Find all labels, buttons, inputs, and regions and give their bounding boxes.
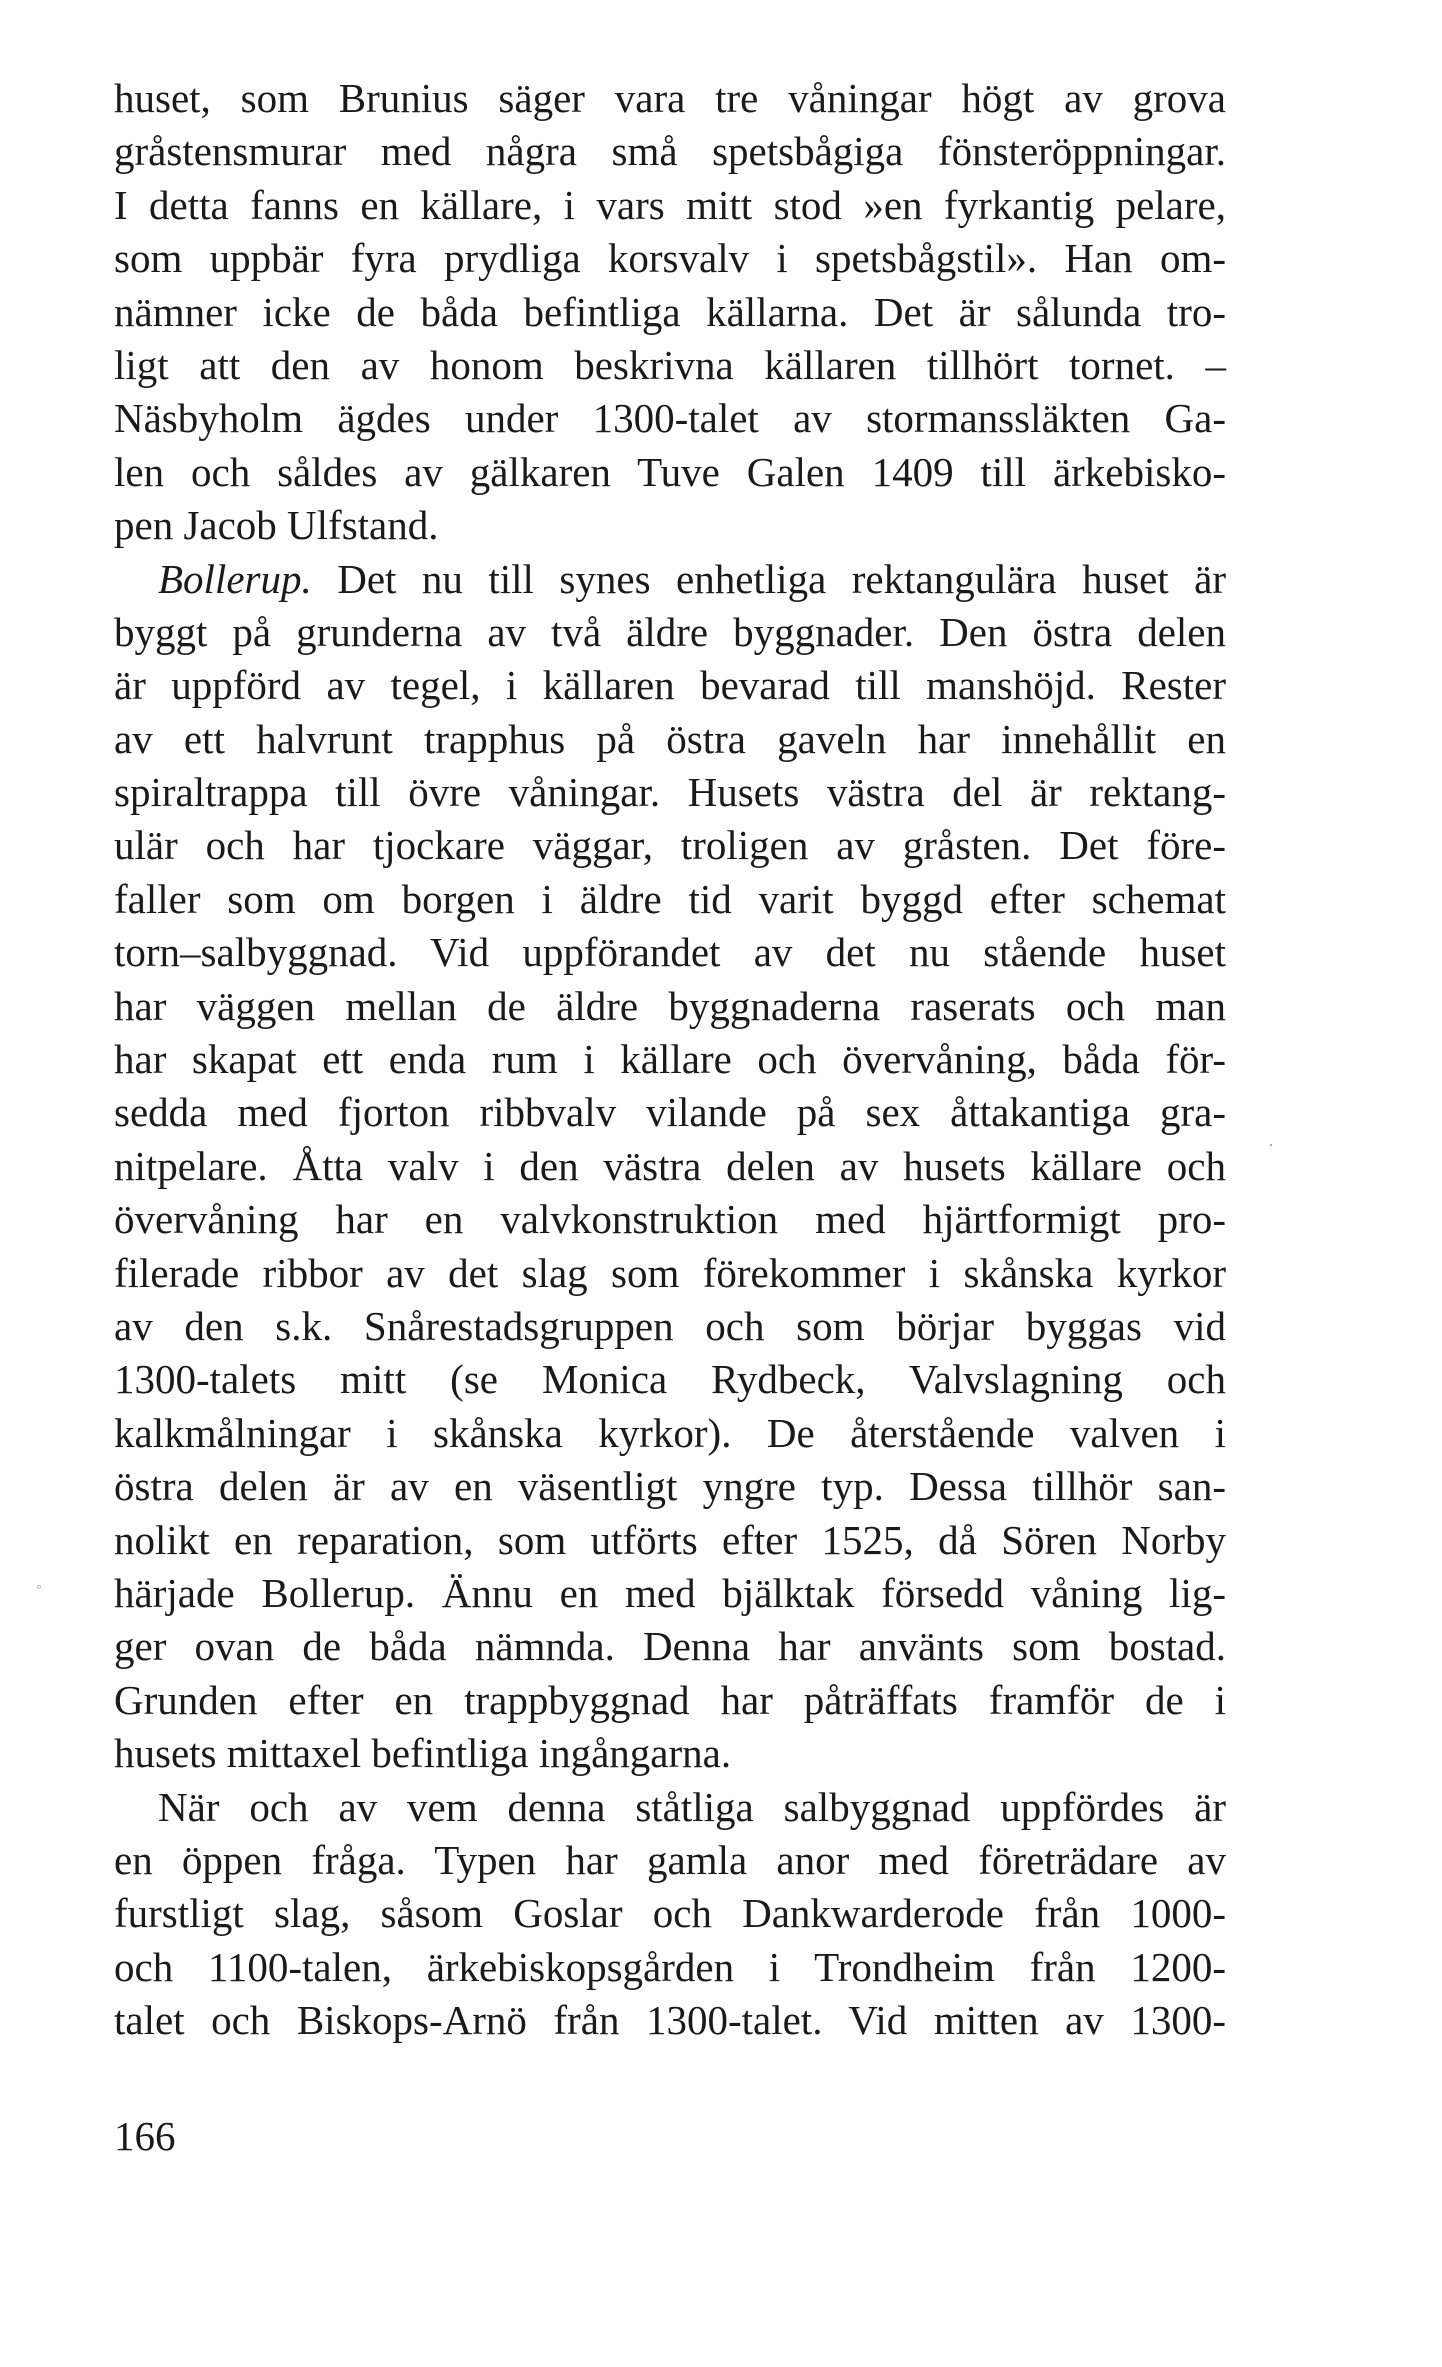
text-line: torn–salbyggnad. Vid uppförandet av det nu stående huset <box>114 929 1226 976</box>
text-line: talet och Biskops-Arnö från 1300-talet. Vid mitten av 1300- <box>114 1997 1226 2044</box>
text-line: byggt på grunderna av två äldre byggnader. Den östra delen <box>114 608 1226 655</box>
text-line: och 1100-talen, ärkebiskopsgården i Trondheim från 1200- <box>114 1943 1226 1990</box>
scan-speck: · <box>1268 1135 1274 1155</box>
text-line: spiraltrappa till övre våningar. Husets västra del är rektang- <box>114 769 1226 816</box>
text-line: filerade ribbor av det slag som förekommer i skånska kyrkor <box>114 1249 1226 1296</box>
body-text <box>114 72 1226 2047</box>
text-line: av den s.k. Snårestadsgruppen och som börjar byggas vid <box>114 1302 1226 1349</box>
text-line: ger ovan de båda nämnda. Denna har använts som bostad. <box>114 1623 1226 1670</box>
text-line: gråstensmurar med några små spetsbågiga fönsteröppningar. <box>114 128 1226 175</box>
text-line: är uppförd av tegel, i källaren bevarad till manshöjd. Rester <box>114 662 1226 709</box>
paragraph-3 <box>114 1781 1226 2048</box>
text-line: pen Jacob Ulfstand. <box>114 502 439 549</box>
text-line: 1300-talets mitt (se Monica Rydbeck, Valvslagning och <box>114 1356 1226 1403</box>
text-line: faller som om borgen i äldre tid varit byggd efter schemat <box>114 875 1226 922</box>
paragraph-2 <box>114 553 1226 1781</box>
text-line: sedda med fjorton ribbvalv vilande på sex åttakantiga gra- <box>114 1089 1226 1136</box>
page-number: 166 <box>114 2113 176 2159</box>
text-line: östra delen är av en väsentligt yngre typ. Dessa tillhör san- <box>114 1463 1226 1510</box>
text-line: När och av vem denna ståtliga salbyggnad uppfördes är <box>158 1783 1226 1830</box>
text-line: har skapat ett enda rum i källare och övervåning, båda för- <box>114 1036 1226 1083</box>
text-line: övervåning har en valvkonstruktion med hjärtformigt pro- <box>114 1196 1226 1243</box>
paragraph-2-first-line <box>114 553 1226 606</box>
text-line: len och såldes av gälkaren Tuve Galen 1409 till ärkebisko- <box>114 448 1226 495</box>
text-line: husets mittaxel befintliga ingångarna. <box>114 1730 732 1777</box>
text-line: en öppen fråga. Typen har gamla anor med företrädare av <box>114 1836 1226 1883</box>
text-line: furstligt slag, såsom Goslar och Dankwarderode från 1000- <box>114 1890 1226 1937</box>
paragraph-1 <box>114 72 1226 553</box>
text-line: som uppbär fyra prydliga korsvalv i spetsbågstil». Han om- <box>114 235 1226 282</box>
text-line: I detta fanns en källare, i vars mitt stod »en fyrkantig pelare, <box>114 181 1226 228</box>
text-line: kalkmålningar i skånska kyrkor). De återstående valven i <box>114 1409 1226 1456</box>
text-line: Näsbyholm ägdes under 1300-talet av stormanssläkten Ga- <box>114 395 1226 442</box>
paragraph-2-first-line-text: Det nu till synes enhetliga rektangulära huset är <box>311 555 1226 602</box>
text-line: Grunden efter en trappbyggnad har påträffats framför de i <box>114 1676 1226 1723</box>
text-line: ulär och har tjockare väggar, troligen av gråsten. Det före- <box>114 822 1226 869</box>
scan-speck: ˚ <box>36 1582 42 1602</box>
text-line: härjade Bollerup. Ännu en med bjälktak försedd våning lig- <box>114 1569 1226 1616</box>
place-name-bollerup: Bollerup. <box>158 555 312 602</box>
text-line: nitpelare. Åtta valv i den västra delen av husets källare och <box>114 1142 1226 1189</box>
text-line: nämner icke de båda befintliga källarna. Det är sålunda tro- <box>114 288 1226 335</box>
text-line: huset, som Brunius säger vara tre våningar högt av grova <box>114 75 1226 121</box>
text-line: nolikt en reparation, som utförts efter 1525, då Sören Norby <box>114 1516 1226 1563</box>
text-line: ligt att den av honom beskrivna källaren tillhört tornet. – <box>114 341 1226 388</box>
text-line: har väggen mellan de äldre byggnaderna raserats och man <box>114 982 1226 1029</box>
text-line: av ett halvrunt trapphus på östra gaveln har innehållit en <box>114 715 1226 762</box>
